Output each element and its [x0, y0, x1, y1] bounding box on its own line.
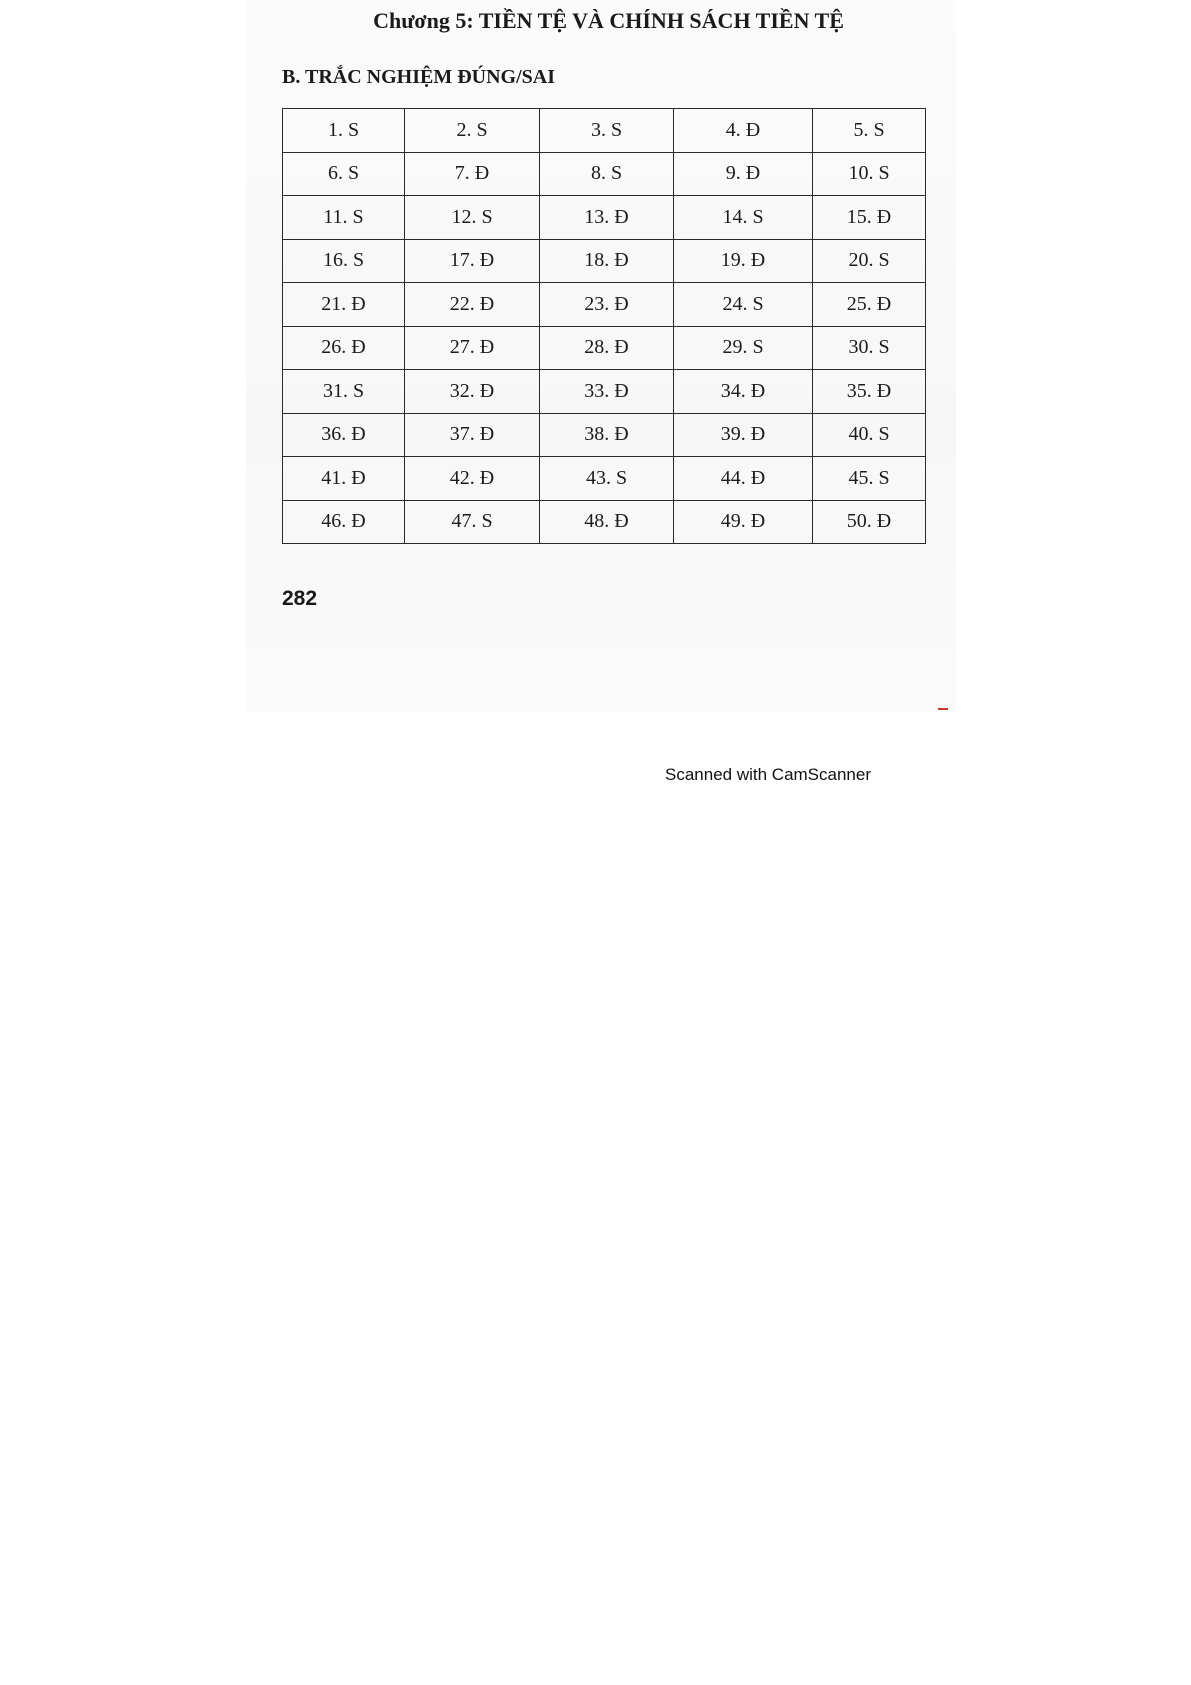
answer-cell: 30. S — [813, 326, 926, 370]
answer-cell: 32. Đ — [405, 370, 540, 414]
answer-cell: 16. S — [283, 239, 405, 283]
answer-cell: 39. Đ — [674, 413, 813, 457]
answer-cell: 13. Đ — [540, 196, 674, 240]
table-row — [283, 413, 926, 457]
answer-cell: 1. S — [283, 109, 405, 153]
answer-cell: 10. S — [813, 152, 926, 196]
answer-cell: 28. Đ — [540, 326, 674, 370]
answer-cell: 27. Đ — [405, 326, 540, 370]
answer-cell: 8. S — [540, 152, 674, 196]
table-row — [283, 500, 926, 544]
answer-cell: 7. Đ — [405, 152, 540, 196]
table-row — [283, 326, 926, 370]
answer-cell: 2. S — [405, 109, 540, 153]
answer-cell: 5. S — [813, 109, 926, 153]
answer-cell: 50. Đ — [813, 500, 926, 544]
table-row — [283, 196, 926, 240]
chapter-title: Chương 5: TIỀN TỆ VÀ CHÍNH SÁCH TIỀN TỆ — [373, 8, 844, 33]
answer-table — [282, 108, 926, 544]
answer-cell: 48. Đ — [540, 500, 674, 544]
answer-cell: 49. Đ — [674, 500, 813, 544]
table-row — [283, 283, 926, 327]
answer-cell: 21. Đ — [283, 283, 405, 327]
answer-cell: 23. Đ — [540, 283, 674, 327]
section-title: B. TRẮC NGHIỆM ĐÚNG/SAI — [282, 66, 555, 88]
answer-cell: 18. Đ — [540, 239, 674, 283]
answer-cell: 19. Đ — [674, 239, 813, 283]
camscanner-watermark: Scanned with CamScanner — [665, 765, 872, 784]
answer-cell: 37. Đ — [405, 413, 540, 457]
red-pen-mark — [938, 708, 948, 710]
answer-cell: 26. Đ — [283, 326, 405, 370]
answer-cell: 41. Đ — [283, 457, 405, 501]
answer-cell: 47. S — [405, 500, 540, 544]
answer-cell: 42. Đ — [405, 457, 540, 501]
answer-cell: 46. Đ — [283, 500, 405, 544]
answer-cell: 36. Đ — [283, 413, 405, 457]
answer-cell: 29. S — [674, 326, 813, 370]
answer-cell: 35. Đ — [813, 370, 926, 414]
answer-cell: 38. Đ — [540, 413, 674, 457]
table-row — [283, 370, 926, 414]
answer-cell: 25. Đ — [813, 283, 926, 327]
answer-cell: 20. S — [813, 239, 926, 283]
answer-cell: 43. S — [540, 457, 674, 501]
table-row — [283, 239, 926, 283]
answer-cell: 34. Đ — [674, 370, 813, 414]
answer-cell: 33. Đ — [540, 370, 674, 414]
answer-cell: 3. S — [540, 109, 674, 153]
answer-cell: 24. S — [674, 283, 813, 327]
answer-table-body — [283, 109, 926, 544]
table-row — [283, 109, 926, 153]
answer-cell: 9. Đ — [674, 152, 813, 196]
answer-cell: 22. Đ — [405, 283, 540, 327]
table-row — [283, 152, 926, 196]
answer-cell: 4. Đ — [674, 109, 813, 153]
answer-cell: 11. S — [283, 196, 405, 240]
answer-cell: 6. S — [283, 152, 405, 196]
answer-cell: 45. S — [813, 457, 926, 501]
answer-cell: 31. S — [283, 370, 405, 414]
page-number: 282 — [282, 587, 318, 610]
answer-cell: 17. Đ — [405, 239, 540, 283]
answer-cell: 15. Đ — [813, 196, 926, 240]
answer-cell: 14. S — [674, 196, 813, 240]
answer-cell: 40. S — [813, 413, 926, 457]
answer-cell: 12. S — [405, 196, 540, 240]
answer-cell: 44. Đ — [674, 457, 813, 501]
table-row — [283, 457, 926, 501]
